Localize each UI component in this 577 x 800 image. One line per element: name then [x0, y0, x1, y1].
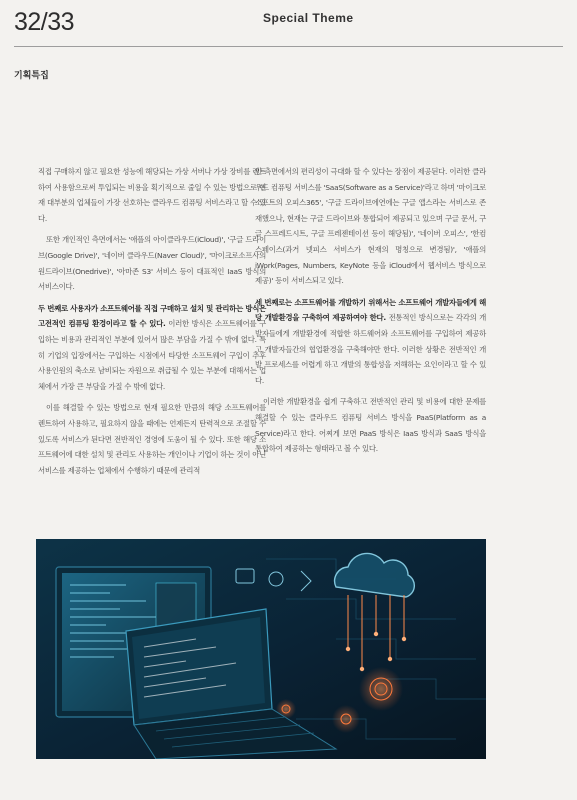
section-label: 기획특집	[14, 71, 49, 81]
paragraph	[255, 295, 486, 389]
cloud-computing-illustration	[36, 539, 486, 759]
paragraph-body: 전통적인 방식으로는 각각의 개발자들에게 개발환경에 적합한 하드웨어와 소프트웨어를 구입하여 제공하고 개발자들간의 협업환경을 구축해야만 한다. 이러한 상황은 전반적인 개발 프로세스를 어렵게 하고 개발의 통합성을 저해하는 요인이라고 할 수 있다.	[255, 313, 486, 385]
paragraph-lead-bold: 세 번째로는 소프트웨어를 개발하기 위해서는 소프트웨어 개발자들에게 해당 개발환경을 구축하여 제공하여야 한다.	[255, 297, 486, 323]
paragraph: 또한 개인적인 측면에서는 '애플의 아이클라우드(iCloud)', '구글 드라이브(Google Drive)', '네이버 클라우드(Naver Cloud)', '마이크로소프사의 원드라이브(Onedrive)', '아마존 S3' 서비스 등이 대표적인 IaaS 방식의 서비스이다.	[38, 235, 266, 292]
paragraph: 직접 구매하지 않고 필요한 성능에 해당되는 가상 서버나 가상 장비를 렌트하여 사용함으로써 투입되는 비용을 획기적으로 줄일 수 있는 방법으로 현재 대부분의 업체들이 가장 선호하는 클라우드 컴퓨팅 서비스라고 할 수 있다.	[38, 167, 266, 223]
paragraph-lead-bold: 두 번째로 사용자가 소프트웨어를 직접 구매하고 설치 및 관리하는 방식은 고전적인 컴퓨팅 환경이라고 할 수 있다.	[38, 303, 266, 329]
paragraph	[38, 301, 266, 395]
paragraph: 인 측면에서의 편리성이 극대화 할 수 있다는 장점이 제공된다. 이러한 클라우드 컴퓨팅 서비스를 'SaaS(Software as a Service)'라고 하며 '마이크로소프트의 오피스365', '구글 드라이브에연에는 구글 앱스라는 서비스로 존재했으나, 현재는 구글 드라이브와 통합되어 제공되고 있으며 구글 문서, 구글 스프레드시트, 구글 프레젠테이션 등이 해당됨)', '네이버 오피스', '한컴 스페이스(과거 넷피스 서비스가 현재의 명칭으로 변경됨)', '애플의 iWork(Pages, Numbers, KeyNote 등을 iCloud에서 웹서비스 방식으로 제공)' 등이 서비스되고 있다.	[255, 167, 486, 286]
header-divider	[14, 46, 563, 47]
paragraph: 이러한 개발환경을 쉽게 구축하고 전반적인 관리 및 비용에 대한 문제를 해결할 수 있는 클라우드 컴퓨팅 서비스 방식을 PaaS(Platform as a Service)라고 한다. 어찌게 보면 PaaS 방식은 IaaS 방식과 SaaS 방식을 통합하여 제공하는 형태라고 볼 수 있다.	[255, 397, 486, 454]
page-number: 32/33	[14, 8, 75, 36]
article-right-column	[255, 164, 486, 463]
paragraph: 이를 해결할 수 있는 방법으로 현재 필요한 만큼의 해당 소프트웨어를 렌트하여 사용하고, 필요하지 않을 때에는 언제든지 탄력적으로 조절할 수 있도록 서비스가 된다면 전반적인 경영에 도움이 될 수 있다. 또한 해당 소프트웨어에 대한 설치 및 관리도 사용하는 개인이나 기업이 하는 것이 아닌 서비스를 제공하는 업체에서 수행하기 때문에 관리적	[38, 403, 266, 475]
theme-title: Special Theme	[263, 11, 354, 25]
article-left-column	[38, 164, 266, 484]
paragraph-body: 이러한 방식은 소프트웨어를 구입하는 비용과 관리적인 부분에 있어서 많은 부담을 가질 수 밖에 없다. 특히 기업의 입장에서는 구입하는 시점에서 타당한 소프트웨어 구입이 추후 사용인원의 축소로 남비되는 자원으로 취급될 수 있는 부분에 대해서는 업체에서 가장 큰 부담을 가질 수 밖에 없다.	[38, 319, 266, 391]
